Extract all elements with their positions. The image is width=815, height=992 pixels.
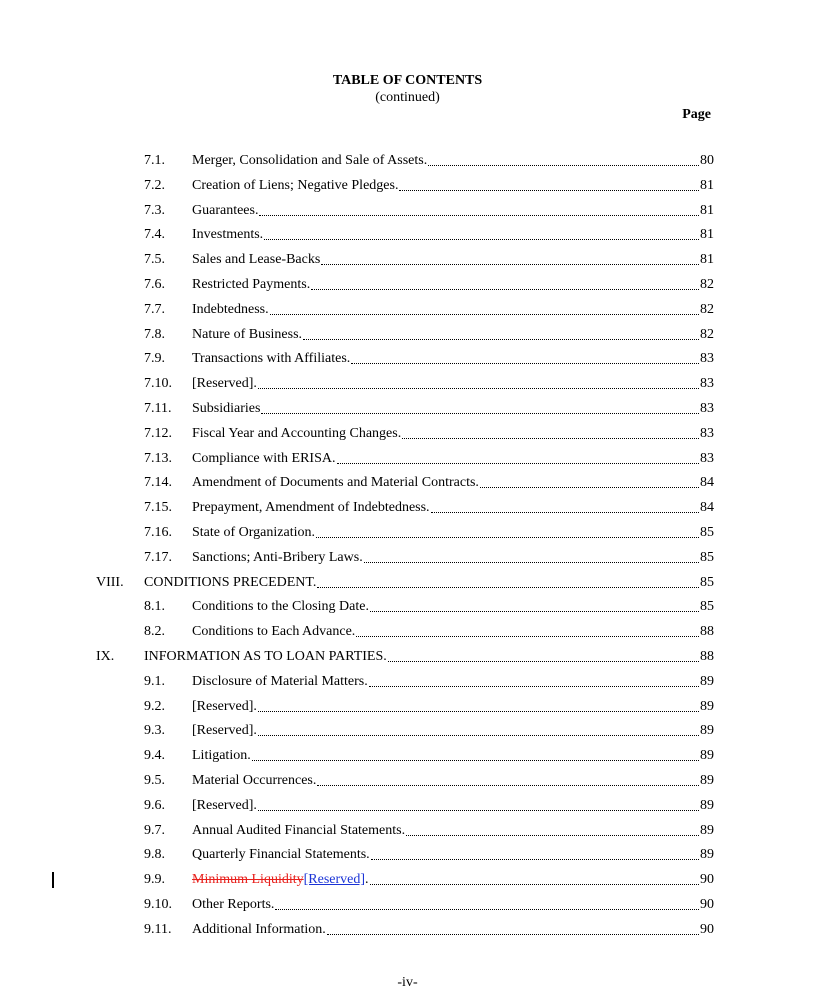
dot-leader [370,883,699,885]
section-number: 9.9. [144,872,165,888]
deleted-text: Minimum Liquidity [192,872,304,888]
page-number-ref: 83 [700,351,714,367]
section-number: 7.3. [144,202,165,218]
section-number: 8.2. [144,624,165,640]
toc-entry[interactable] [144,548,714,568]
section-title: Restricted Payments. [192,277,311,292]
section-title: Fiscal Year and Accounting Changes. [192,425,402,441]
section-number: IX. [96,649,115,664]
section-number: 7.9. [144,351,165,367]
page-number-ref: 89 [700,822,714,838]
dot-leader [356,635,699,637]
section-number: 7.2. [144,177,165,193]
revision-change-bar [52,872,54,888]
page-number-ref: 89 [700,748,714,764]
section-title: Other Reports. [192,897,275,912]
section-title: Conditions to Each Advance. [192,624,356,640]
page-number-ref: 89 [700,698,714,714]
section-title: Prepayment, Amendment of Indebtedness. [192,500,430,516]
page-number-ref: 90 [700,921,714,937]
toc-entry[interactable] [144,449,714,469]
toc-entry[interactable] [144,895,714,915]
section-number: 7.7. [144,301,165,317]
section-title: Creation of Liens; Negative Pledges. [192,177,399,193]
page-number-ref: 85 [700,549,714,565]
dot-leader [370,610,699,612]
section-number: 8.1. [144,599,165,615]
section-title: Guarantees. [192,202,259,218]
page-number-ref: 90 [700,897,714,912]
toc-entry[interactable] [144,622,714,642]
section-number: 7.4. [144,227,165,243]
section-number: 9.6. [144,797,165,813]
section-title: CONDITIONS PRECEDENT. [144,574,317,590]
dot-leader [252,759,699,761]
section-title: Amendment of Documents and Material Contracts. [192,475,479,491]
page-number-ref: 84 [700,500,714,516]
section-title: Quarterly Financial Statements. [192,847,370,863]
page-number-ref: 83 [700,376,714,392]
toc-entry[interactable] [144,325,714,345]
dot-leader [428,164,699,166]
section-title: INFORMATION AS TO LOAN PARTIES. [144,649,387,664]
section-number: 9.7. [144,822,165,838]
section-title: Investments. [192,227,264,243]
toc-entry[interactable] [144,300,714,320]
section-number: 7.13. [144,450,172,466]
section-title [192,870,369,890]
dot-leader [317,784,699,786]
dot-leader [321,263,699,265]
toc-entry[interactable] [144,374,714,394]
toc-entry[interactable] [144,349,714,369]
toc-entry[interactable] [144,399,714,419]
section-number: 7.17. [144,549,172,565]
page-number-ref: 82 [700,301,714,317]
page-number-ref: 83 [700,425,714,441]
section-title: Indebtedness. [192,301,269,317]
toc-entry[interactable] [144,697,714,717]
toc-entry[interactable] [96,647,714,667]
section-title: Sanctions; Anti-Bribery Laws. [192,549,363,565]
dot-leader [258,710,699,712]
section-number: 7.8. [144,326,165,342]
dot-leader [270,313,699,315]
section-title: Litigation. [192,748,251,764]
section-title: Additional Information. [192,921,326,937]
toc-entry[interactable] [144,225,714,245]
page-number-ref: 82 [700,326,714,342]
page-number-ref: 84 [700,475,714,491]
section-number: 9.3. [144,723,165,739]
toc-entry[interactable] [96,573,714,593]
page-number-ref: 85 [700,574,714,590]
section-title: Sales and Lease-Backs [192,252,321,268]
section-number: 7.5. [144,252,165,268]
section-title: Subsidiaries [192,401,261,416]
dot-leader [369,685,699,687]
toc-entry[interactable] [144,796,714,816]
page-number: -iv- [397,975,418,990]
section-number: 9.10. [144,897,172,912]
page-number-ref: 83 [700,401,714,416]
page-number-ref: 81 [700,202,714,218]
toc-entry[interactable] [144,424,714,444]
toc-subtitle: (continued) [375,90,440,105]
dot-leader [351,362,699,364]
dot-leader [431,511,699,513]
dot-leader [258,387,699,389]
dot-leader [275,908,699,910]
section-number: 7.12. [144,425,172,441]
section-number: 7.1. [144,153,165,168]
section-number: 9.1. [144,673,165,689]
dot-leader [480,486,699,488]
inserted-text: [Reserved] [303,872,366,888]
dot-leader [317,586,699,588]
section-title: Annual Audited Financial Statements. [192,822,406,838]
toc-entry[interactable] [144,771,714,791]
page-number-ref: 89 [700,723,714,739]
section-title: Transactions with Affiliates. [192,351,351,367]
section-title: [Reserved]. [192,376,257,392]
toc-entry[interactable] [144,845,714,865]
section-title: [Reserved]. [192,698,257,714]
section-number: 7.10. [144,376,172,392]
section-number: 9.2. [144,698,165,714]
section-title: Compliance with ERISA. [192,450,336,466]
toc-entry[interactable] [144,498,714,518]
dot-leader [264,238,699,240]
section-title: Conditions to the Closing Date. [192,599,369,615]
section-title: Material Occurrences. [192,773,317,788]
dot-leader [258,809,699,811]
section-title: [Reserved]. [192,723,257,739]
dot-leader [388,660,699,662]
section-title: [Reserved]. [192,797,257,813]
page-number-ref: 81 [700,227,714,243]
toc-entry[interactable] [144,870,714,890]
section-number: VIII. [96,574,124,590]
section-number: 7.15. [144,500,172,516]
page-number-ref: 90 [700,872,714,888]
page-number-ref: 88 [700,624,714,640]
section-title: Merger, Consolidation and Sale of Assets. [192,153,428,168]
toc-entry[interactable] [144,176,714,196]
section-number: 9.5. [144,773,165,788]
page-number-ref: 85 [700,525,714,540]
page-number-ref: 89 [700,673,714,689]
toc-title: TABLE OF CONTENTS [332,73,483,88]
toc-entry[interactable] [144,523,714,543]
dot-leader [258,734,699,736]
section-number: 7.16. [144,525,172,540]
page-number-ref: 82 [700,277,714,292]
toc-entry[interactable] [144,201,714,221]
page-number-ref: 80 [700,153,714,168]
toc-entry[interactable] [144,473,714,493]
page-number-ref: 81 [700,177,714,193]
page-number-ref: 81 [700,252,714,268]
dot-leader [259,214,699,216]
dot-leader [327,933,699,935]
page-number-ref: 89 [700,847,714,863]
dot-leader [402,437,699,439]
page-number-ref: 88 [700,649,714,664]
toc-entry[interactable] [144,275,714,295]
page-number-ref: 85 [700,599,714,615]
toc-entry[interactable] [144,151,714,171]
page-column-label: Page [682,107,711,122]
section-number: 9.8. [144,847,165,863]
section-title: Disclosure of Material Matters. [192,673,368,689]
section-number: 9.4. [144,748,165,764]
toc-entry[interactable] [144,920,714,940]
toc-entry[interactable] [144,721,714,741]
toc-entry[interactable] [144,597,714,617]
page-number-ref: 83 [700,450,714,466]
dot-leader [371,858,699,860]
dot-leader [303,338,699,340]
section-number: 7.11. [144,401,172,416]
dot-leader [337,462,700,464]
dot-leader [406,834,699,836]
section-number: 7.14. [144,475,172,491]
dot-leader [311,288,699,290]
section-number: 9.11. [144,921,172,937]
dot-leader [261,412,699,414]
page-number-ref: 89 [700,773,714,788]
title-punctuation: . [365,872,369,888]
dot-leader [364,561,699,563]
dot-leader [399,189,699,191]
section-title: Nature of Business. [192,326,303,342]
toc-entry[interactable] [144,821,714,841]
page-number-ref: 89 [700,797,714,813]
section-number: 7.6. [144,277,165,292]
dot-leader [316,536,699,538]
toc-entry[interactable] [144,672,714,692]
section-title: State of Organization. [192,525,315,540]
toc-entry[interactable] [144,250,714,270]
toc-entry[interactable] [144,746,714,766]
